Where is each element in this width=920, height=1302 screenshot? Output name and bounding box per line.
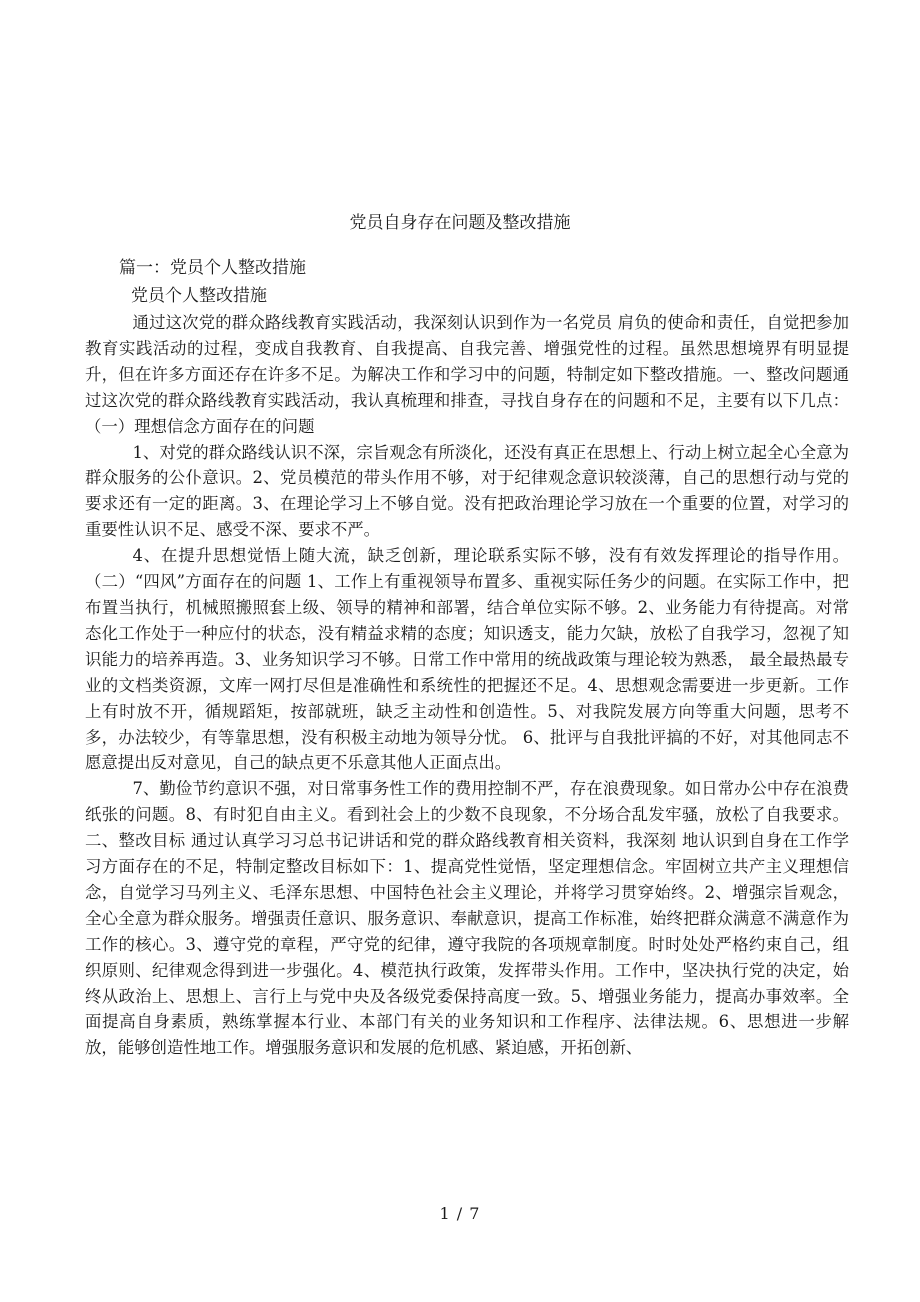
document-title: 党员自身存在问题及整改措施 <box>349 213 571 233</box>
paragraph: 通过这次党的群众路线教育实践活动，我深刻认识到作为一名党员 肩负的使命和责任，自觉把参加教育实践活动的过程，变成自我教育、自我提高、自我完善、增强党性的过程。虽然思想境界有明显提升，但在许多方面还存在许多不足。为解决工作和学习中的问题，特制定如下整改措施。一、整改问题通过这次党的群众路线教育实践活动，我认真梳理和排查，寻找自身存在的问题和不足，主要有以下几点：（一）理想信念方面存在的问题 <box>85 313 849 436</box>
document-body <box>85 310 849 1061</box>
paragraph: 1、对党的群众路线认识不深，宗旨观念有所淡化，还没有真正在思想上、行动上树立起全心全意为群众服务的公仆意识。2、党员模范的带头作用不够，对于纪律观念意识较淡薄，自己的思想行动与党的要求还有一定的距离。3、在理论学习上不够自觉。没有把政治理论学习放在一个重要的位置，对学习的重要性认识不足、感受不深、要求不严。 <box>85 442 849 540</box>
sub-heading: 党员个人整改措施 <box>131 286 267 306</box>
paragraph: 4、在提升思想觉悟上随大流，缺乏创新，理论联系实际不够，没有有效发挥理论的指导作用。（二）“四风”方面存在的问题 1、工作上有重视领导布置多、重视实际任务少的问题。在实际工作中，把布置当执行，机械照搬照套上级、领导的精神和部署，结合单位实际不够。2、业务能力有待提高。对常态化工作处于一种应付的状态，没有精益求精的态度；知识透支，能力欠缺，放松了自我学习，忽视了知识能力的培养再造。3、业务知识学习不够。日常工作中常用的统战政策与理论较为熟悉， 最全最热最专业的文档类资源，文库一网打尽但是准确性和系统性的把握还不足。4、思想观念需要进一步更新。工作上有时放不开，循规蹈矩，按部就班，缺乏主动性和创造性。5、对我院发展方向等重大问题，思考不多，办法较少，有等靠思想，没有积极主动地为领导分忧。 6、批评与自我批评搞的不好，对其他同志不愿意提出反对意见，自己的缺点更不乐意其他人正面点出。 <box>85 546 849 773</box>
section-heading: 篇一：党员个人整改措施 <box>119 258 306 278</box>
paragraph: 7、勤俭节约意识不强，对日常事务性工作的费用控制不严，存在浪费现象。如日常办公中存在浪费纸张的问题。8、有时犯自由主义。看到社会上的少数不良现象，不分场合乱发牢骚，放松了自我要求。二、整改目标 通过认真学习习总书记讲话和党的群众路线教育相关资料，我深刻 地认识到自身在工作学习方面存在的不足，特制定整改目标如下：1、提高党性觉悟，坚定理想信念。牢固树立共产主义理想信念，自觉学习马列主义、毛泽东思想、中国特色社会主义理论，并将学习贯穿始终。2、增强宗旨观念，全心全意为群众服务。增强责任意识、服务意识、奉献意识，提高工作标准，始终把群众满意不满意作为工作的核心。3、遵守党的章程，严守党的纪律，遵守我院的各项规章制度。时时处处严格约束自己，组织原则、纪律观念得到进一步强化。4、模范执行政策，发挥带头作用。工作中，坚决执行党的决定，始终从政治上、思想上、言行上与党中央及各级党委保持高度一致。5、增强业务能力，提高办事效率。全面提高自身素质，熟练掌握本行业、本部门有关的业务知识和工作程序、法律法规。6、思想进一步解放，能够创造性地工作。增强服务意识和发展的危机感、紧迫感，开拓创新、 <box>85 779 849 1058</box>
page-indicator: 1 / 7 <box>439 1204 481 1223</box>
